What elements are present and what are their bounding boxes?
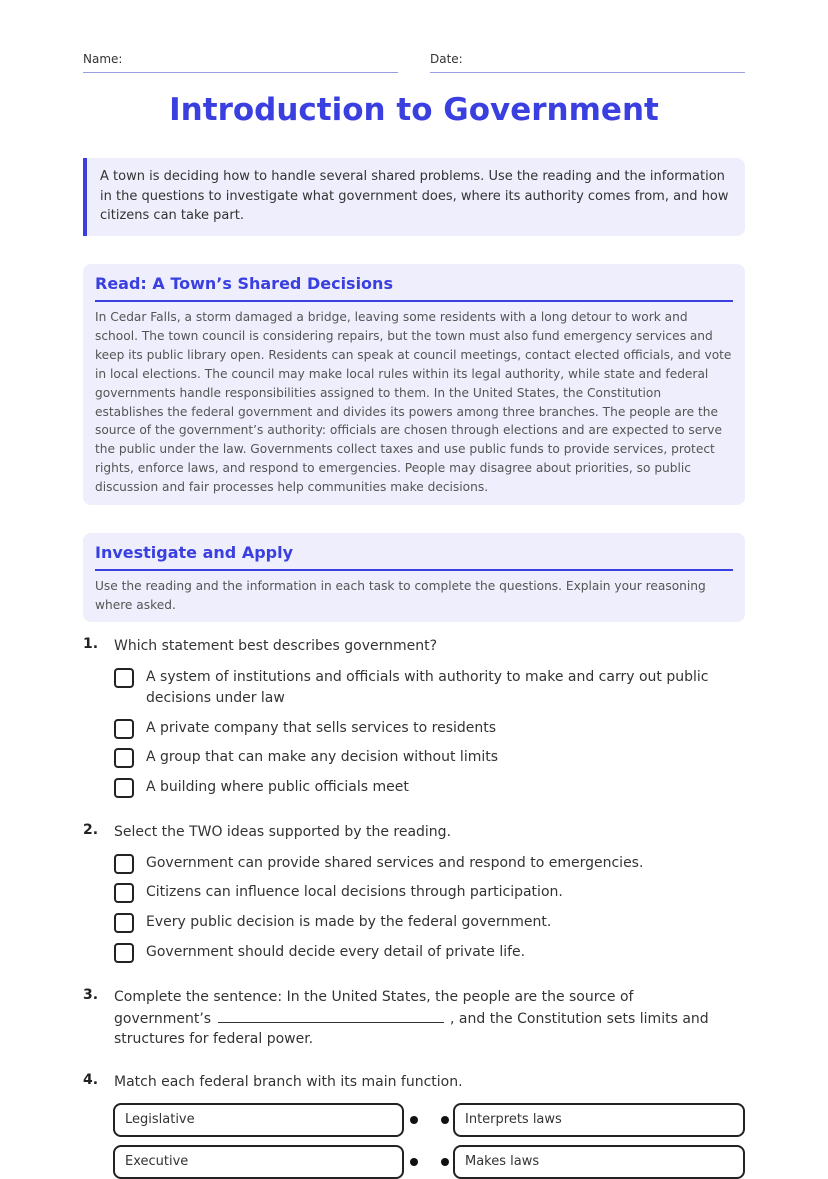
question-4	[83, 1072, 745, 1092]
match-left-item[interactable]	[113, 1103, 404, 1137]
investigate-body: Use the reading and the information in each task to complete the questions. Explain your reasoning where asked.	[95, 579, 706, 612]
checkbox[interactable]	[114, 943, 134, 963]
question-3	[83, 987, 745, 1051]
option-text: A private company that sells services to residents	[146, 720, 497, 736]
match-right-dot[interactable]	[441, 1158, 449, 1166]
match-right-item[interactable]	[453, 1145, 745, 1179]
question-stem	[114, 987, 734, 1050]
option-text: A system of institutions and officials with authority to make and carry out public decisions under law	[146, 669, 709, 706]
page-title: Introduction to Government	[169, 92, 659, 128]
question-stem: Which statement best describes government?	[114, 638, 438, 654]
question-1	[83, 636, 745, 806]
match-left-text: Legislative	[125, 1112, 195, 1127]
option-text: Government can provide shared services and respond to emergencies.	[146, 855, 644, 871]
question-2	[83, 822, 745, 968]
question-stem: Select the TWO ideas supported by the reading.	[114, 824, 452, 840]
checkbox[interactable]	[114, 778, 134, 798]
match-left-dot[interactable]	[410, 1116, 418, 1124]
match-left-dot[interactable]	[410, 1158, 418, 1166]
date-line[interactable]	[430, 72, 745, 73]
option-text: A building where public officials meet	[146, 779, 409, 795]
fill-in-blank[interactable]	[218, 1008, 444, 1023]
question-number: 4.	[83, 1072, 99, 1088]
checkbox[interactable]	[114, 883, 134, 903]
name-label: Name:	[83, 52, 123, 66]
question-number: 3.	[83, 987, 99, 1003]
checkbox[interactable]	[114, 668, 134, 688]
intro-callout	[83, 158, 745, 236]
match-right-text: Makes laws	[465, 1154, 540, 1169]
option-text: Every public decision is made by the federal government.	[146, 914, 552, 930]
option-text: Government should decide every detail of private life.	[146, 944, 526, 960]
stem-text-before: Complete the sentence: In the United States, the people are the source of government’s	[114, 989, 634, 1027]
date-label: Date:	[430, 52, 463, 66]
question-number: 1.	[83, 636, 99, 652]
checkbox[interactable]	[114, 913, 134, 933]
checkbox[interactable]	[114, 748, 134, 768]
checkbox[interactable]	[114, 719, 134, 739]
option-text: A group that can make any decision without limits	[146, 749, 499, 765]
reading-body: In Cedar Falls, a storm damaged a bridge, leaving some residents with a long detour to work and school. The town council is considering repairs, but the town must also fund emergency services and keep its public library open. Residents can speak at council meetings, contact elected officials, and vote in local elections. The council may make local rules within its legal authority, while state and federal governments handle responsibilities assigned to them. In the United States, the Constitution establishes the federal government and divides its powers among three branches. The people are the source of the government’s authority: officials are chosen through elections and are expected to serve the public under the law. Governments collect taxes and use public funds to provide services, protect rights, enforce laws, and respond to emergencies. People may disagree about priorities, so public discussion and fair processes help communities make decisions.	[95, 310, 732, 495]
intro-text: A town is deciding how to handle several shared problems. Use the reading and the information in the questions to investigate what government does, where its authority comes from, and how citizens can take part.	[100, 169, 729, 224]
question-number: 2.	[83, 822, 99, 838]
option-text: Citizens can influence local decisions through participation.	[146, 884, 563, 900]
match-right-text: Interprets laws	[465, 1112, 562, 1127]
question-stem: Match each federal branch with its main function.	[114, 1074, 463, 1090]
checkbox[interactable]	[114, 854, 134, 874]
investigate-panel	[83, 533, 745, 622]
reading-panel	[83, 264, 745, 505]
match-left-text: Executive	[125, 1154, 189, 1169]
match-left-item[interactable]	[113, 1145, 404, 1179]
match-right-dot[interactable]	[441, 1116, 449, 1124]
investigate-heading: Investigate and Apply	[95, 543, 733, 571]
match-right-item[interactable]	[453, 1103, 745, 1137]
name-line[interactable]	[83, 72, 398, 73]
stem-text-after: , and the Constitution sets limits and structures for federal power.	[114, 1010, 709, 1047]
reading-heading: Read: A Town’s Shared Decisions	[95, 274, 733, 302]
